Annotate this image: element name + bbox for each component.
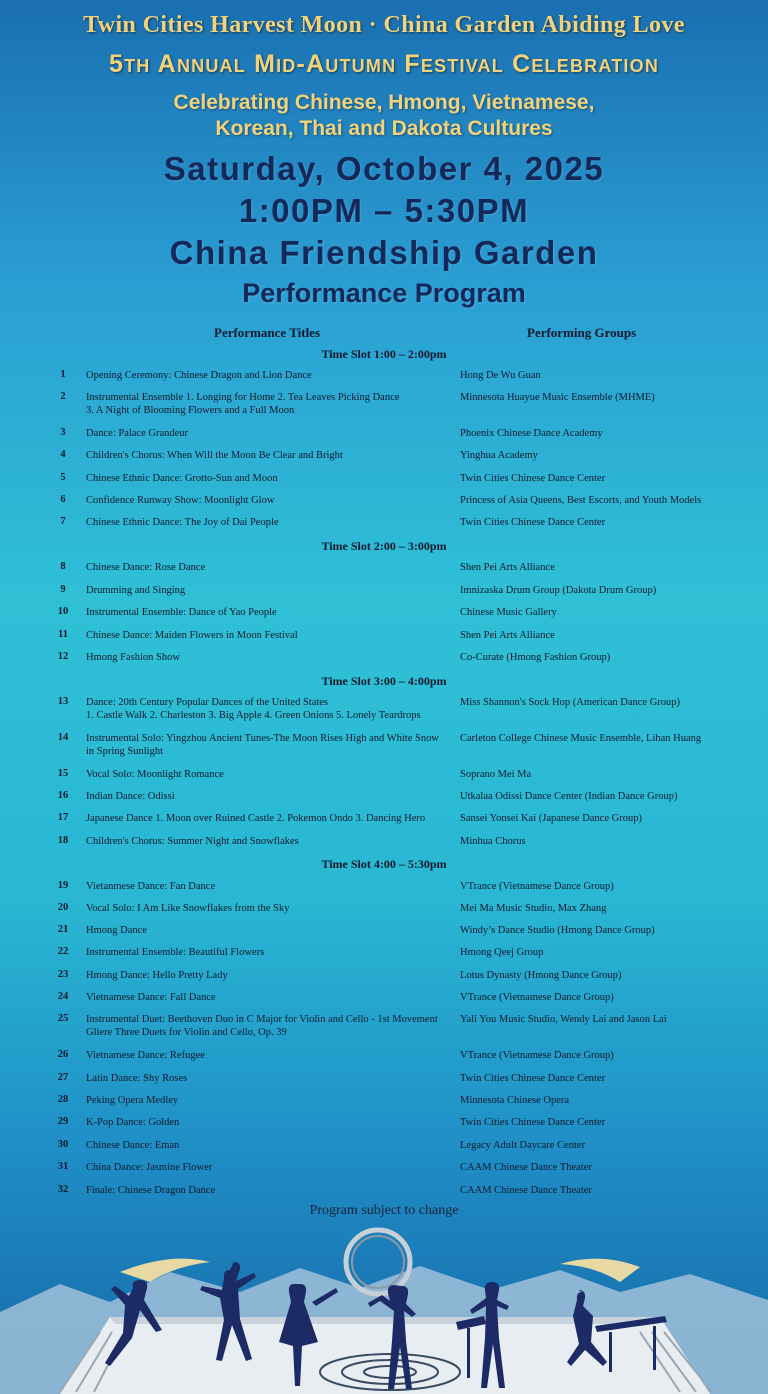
performance-title: Chinese Dance: Maiden Flowers in Moon Festival [86,630,298,641]
performing-group: Utkalaa Odissi Dance Center (Indian Dance Group) [460,791,678,802]
row-number: 19 [57,880,69,891]
performance-title: Chinese Dance: Eman [86,1140,180,1151]
performance-title: Confidence Runway Show: Moonlight Glow [86,495,275,506]
row-number: 21 [57,924,69,935]
performance-title: Hmong Dance [86,925,147,936]
performing-group: Minnesota Chinese Opera [460,1095,570,1106]
performance-title: K-Pop Dance: Golden [86,1117,180,1128]
time-slot-heading: Time Slot 2:00 – 3:00pm [321,539,447,553]
stage-illustration [0,1222,768,1394]
event-venue: China Friendship Garden [169,234,599,271]
performance-title: Latin Dance: Shy Roses [86,1073,188,1084]
performing-group: Carleton College Chinese Music Ensemble, Lihan Huang [460,733,702,744]
performing-group: Twin Cities Chinese Dance Center [460,517,606,528]
performing-group: Yali You Music Studio, Wendy Lai and Jason Lai [460,1014,667,1025]
performing-group: Soprano Mei Ma [460,769,532,780]
performance-title: Peking Opera Medley [86,1095,179,1106]
performance-title: Vocal Solo: I Am Like Snowflakes from the Sky [86,903,290,914]
row-number: 29 [57,1116,69,1127]
performance-title: Drumming and Singing [86,585,186,596]
performance-title: Chinese Ethnic Dance: The Joy of Dai People [86,517,279,528]
row-number: 22 [57,946,69,957]
performance-title: Dance: 20th Century Popular Dances of the United States 1. Castle Walk 2. Charleston 3. Big Apple 4. Green Onions 5. Lonely Teardrops [86,697,421,721]
time-slot-heading: Time Slot 4:00 – 5:30pm [321,857,447,871]
row-number: 30 [57,1139,69,1150]
row-number: 26 [57,1049,69,1060]
performing-group: Princess of Asia Queens, Best Escorts, and Youth Models [460,495,702,506]
performance-title: Vietnamese Dance: Fall Dance [86,992,216,1003]
festival-title: 5th Annual Mid-Autumn Festival Celebration [108,50,660,78]
row-number: 2 [60,391,66,402]
row-number: 31 [57,1161,69,1172]
event-time: 1:00PM – 5:30PM [238,192,530,229]
performance-title: Finale: Chinese Dragon Dance [86,1185,216,1196]
performing-group: Twin Cities Chinese Dance Center [460,1117,606,1128]
performance-title: Instrumental Ensemble: Dance of Yao People [86,607,277,618]
row-number: 32 [57,1184,69,1195]
performance-title: Children's Chorus: When Will the Moon Be Clear and Bright [86,450,343,461]
performance-title: Vietnamese Dance: Refugee [86,1050,205,1061]
cultures-subtitle [0,90,768,142]
row-number: 18 [57,835,69,846]
cultures-line-1: Celebrating Chinese, Hmong, Vietnamese, [173,91,595,114]
row-number: 14 [57,732,69,743]
program-heading: Performance Program [242,278,526,308]
row-number: 16 [57,790,69,801]
performing-group: Twin Cities Chinese Dance Center [460,473,606,484]
row-number: 13 [57,696,69,707]
row-number: 25 [57,1013,69,1024]
row-number: 20 [57,902,69,913]
program-change-note: Program subject to change [309,1203,459,1218]
performing-group: Minhua Chorus [460,836,526,847]
row-number: 17 [57,812,69,823]
performing-group: Shen Pei Arts Alliance [460,562,555,573]
column-header-groups: Performing Groups [527,325,637,340]
performance-title: China Dance: Jasmine Flower [86,1162,213,1173]
performance-title: Instrumental Ensemble: Beautiful Flowers [86,947,265,958]
performing-group: Legacy Adult Daycare Center [460,1140,586,1151]
performance-title: Dance: Palace Grandeur [86,428,189,439]
performance-title: Chinese Dance: Rose Dance [86,562,206,573]
performance-title: Chinese Ethnic Dance: Grotto-Sun and Moon [86,473,278,484]
festival-tagline: Twin Cities Harvest Moon · China Garden Abiding Love [83,12,685,38]
performance-title: Hmong Dance: Hello Pretty Lady [86,970,228,981]
performance-title: Hmong Fashion Show [86,652,180,663]
row-number: 10 [57,606,69,617]
performing-group: Windy’s Dance Studio (Hmong Dance Group) [460,925,655,936]
performing-group: CAAM Chinese Dance Theater [460,1185,592,1196]
performing-group: Co-Curate (Hmong Fashion Group) [460,652,611,663]
row-number: 6 [60,494,66,505]
performing-group: VTrance (Vietnamese Dance Group) [460,881,614,892]
performing-group: Hong De Wu Guan [460,370,541,381]
row-number: 5 [60,472,66,483]
row-number: 12 [57,651,69,662]
column-header-titles: Performance Titles [214,325,321,340]
event-date: Saturday, October 4, 2025 [163,150,605,187]
row-number: 27 [57,1072,69,1083]
performing-group: Yinghua Academy [460,450,538,461]
performing-group: VTrance (Vietnamese Dance Group) [460,992,614,1003]
row-number: 24 [57,991,69,1002]
time-slot-heading: Time Slot 1:00 – 2:00pm [321,347,447,361]
cultures-line-2: Korean, Thai and Dakota Cultures [215,117,553,140]
row-number: 15 [57,768,69,779]
row-number: 28 [57,1094,69,1105]
row-number: 11 [58,629,68,640]
performance-title: Children's Chorus: Summer Night and Snowflakes [86,836,299,847]
performance-title: Instrumental Duet: Beethoven Duo in C Major for Violin and Cello - 1st Movement Gliere Three Duets for Violin and Cello, Op. 39 [86,1014,438,1038]
performing-group: Sansei Yonsei Kai (Japanese Dance Group) [460,813,642,824]
row-number: 8 [60,561,66,572]
performance-title: Instrumental Solo: Yingzhou Ancient Tunes-The Moon Rises High and White Snow in Spring Sunlight [86,733,439,757]
row-number: 4 [60,449,66,460]
performing-group: Imnizaska Drum Group (Dakota Drum Group) [460,585,657,596]
row-number: 3 [60,427,66,438]
time-slot-heading: Time Slot 3:00 – 4:00pm [321,674,447,688]
performing-group: CAAM Chinese Dance Theater [460,1162,592,1173]
row-number: 1 [60,369,66,380]
performing-group: VTrance (Vietnamese Dance Group) [460,1050,614,1061]
performing-group: Shen Pei Arts Alliance [460,630,555,641]
performance-title: Vietanmese Dance: Fan Dance [86,881,216,892]
performing-group: Twin Cities Chinese Dance Center [460,1073,606,1084]
performing-group: Hmong Qeej Group [460,947,544,958]
performance-title: Vocal Solo: Moonlight Romance [86,769,224,780]
performing-group: Lotus Dynasty (Hmong Dance Group) [460,970,622,981]
performance-title: Indian Dance: Odissi [86,791,175,802]
row-number: 7 [60,516,66,527]
performance-title: Opening Ceremony: Chinese Dragon and Lion Dance [86,370,312,381]
performance-title: Japanese Dance 1. Moon over Ruined Castle 2. Pokemon Ondo 3. Dancing Hero [86,813,426,824]
performance-title: Instrumental Ensemble 1. Longing for Home 2. Tea Leaves Picking Dance 3. A Night of Blooming Flowers and a Full Moon [86,392,400,416]
row-number: 9 [60,584,66,595]
performing-group: Mei Ma Music Studio, Max Zhang [460,903,607,914]
performing-group: Minnesota Huayue Music Ensemble (MHME) [460,392,655,403]
performing-group: Phoenix Chinese Dance Academy [460,428,603,439]
performing-group: Miss Shannon's Sock Hop (American Dance Group) [460,697,681,708]
performing-group: Chinese Music Gallery [460,607,557,618]
row-number: 23 [57,969,69,980]
